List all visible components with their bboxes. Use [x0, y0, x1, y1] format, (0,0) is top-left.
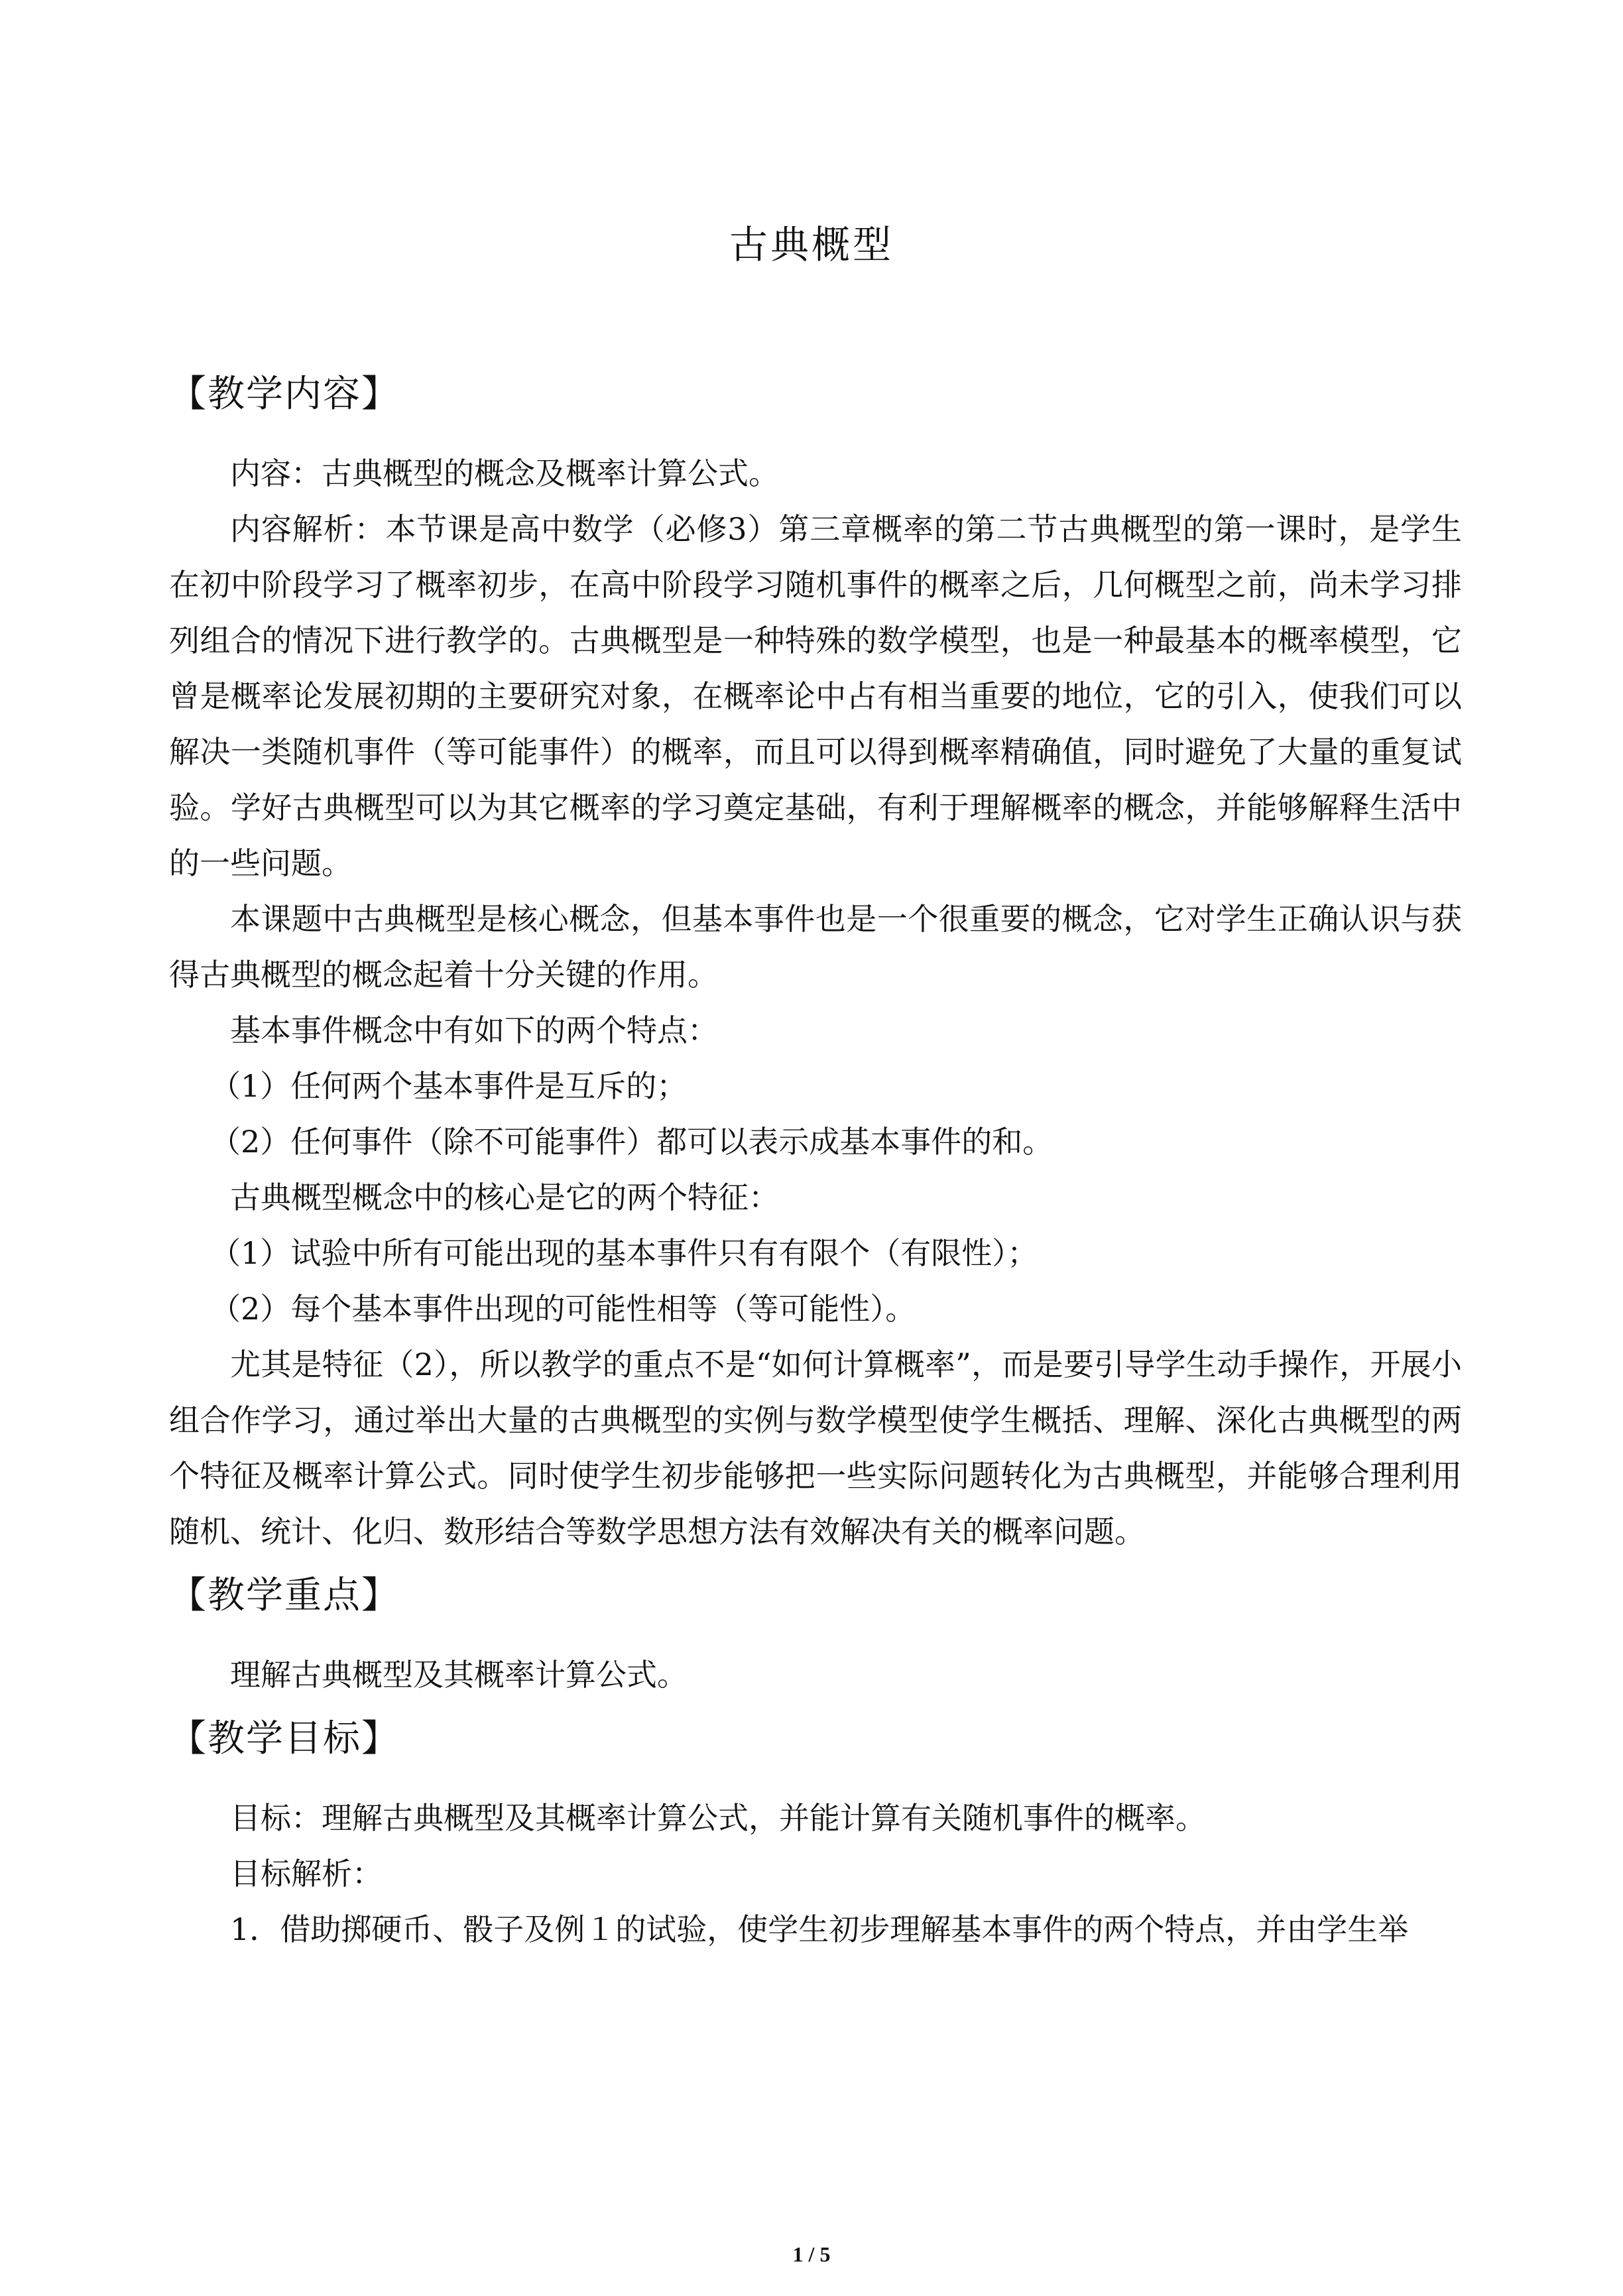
list-item: （1）任何两个基本事件是互斥的； [210, 1068, 688, 1104]
paragraph: 目标：理解古典概型及其概率计算公式，并能计算有关随机事件的概率。 [230, 1800, 1206, 1836]
list-item: （2）每个基本事件出现的可能性相等（等可能性）。 [210, 1291, 916, 1327]
paragraph: 尤其是特征（2），所以教学的重点不是“如何计算概率”，而是要引导学生动手操作，开展小组合作学习，通过举出大量的古典概型的实例与数学模型使学生概括、理解、深化古典概型的两个特征及概率计算公式。同时使学生初步能够把一些实际问题转化为古典概型，并能够合理利用随机、统计、化归、数形结合等数学思想方法有效解决有关的概率问题。 [169, 1347, 1462, 1549]
paragraph: 内容解析：本节课是高中数学（必修3）第三章概率的第二节古典概型的第一课时，是学生在初中阶段学习了概率初步，在高中阶段学习随机事件的概率之后，几何概型之前，尚未学习排列组合的情况下进行教学的。古典概型是一种特殊的数学模型，也是一种最基本的概率模型，它曾是概率论发展初期的主要研究对象，在概率论中占有相当重要的地位，它的引入，使我们可以解决一类随机事件（等可能事件）的概率，而且可以得到概率精确值，同时避免了大量的重复试验。学好古典概型可以为其它概率的学习奠定基础，有利于理解概率的概念，并能够解释生活中的一些问题。 [169, 511, 1462, 881]
paragraph: 1．借助掷硬币、骰子及例１的试验，使学生初步理解基本事件的两个特点，并由学生举 [230, 1911, 1409, 1947]
page-number: 1 / 5 [792, 2242, 831, 2266]
paragraph: 理解古典概型及其概率计算公式。 [230, 1657, 688, 1693]
section-heading-key-points: 【教学重点】 [169, 1574, 400, 1617]
list-item: （2）任何事件（除不可能事件）都可以表示成基本事件的和。 [210, 1124, 1053, 1160]
paragraph: 古典概型概念中的核心是它的两个特征： [230, 1179, 779, 1215]
paragraph: 内容：古典概型的概念及概率计算公式。 [230, 455, 779, 491]
list-item: （1）试验中所有可能出现的基本事件只有有限个（有限性）； [210, 1235, 1038, 1271]
document-body [169, 371, 1462, 1957]
section-heading-goals: 【教学目标】 [169, 1717, 400, 1760]
paragraph: 本课题中古典概型是核心概念，但基本事件也是一个很重要的概念，它对学生正确认识与获得古典概型的概念起着十分关键的作用。 [169, 901, 1462, 993]
section-heading-content: 【教学内容】 [169, 373, 400, 416]
paragraph: 目标解析： [230, 1856, 383, 1892]
document-title: 古典概型 [729, 222, 894, 267]
paragraph: 基本事件概念中有如下的两个特点： [230, 1012, 718, 1048]
